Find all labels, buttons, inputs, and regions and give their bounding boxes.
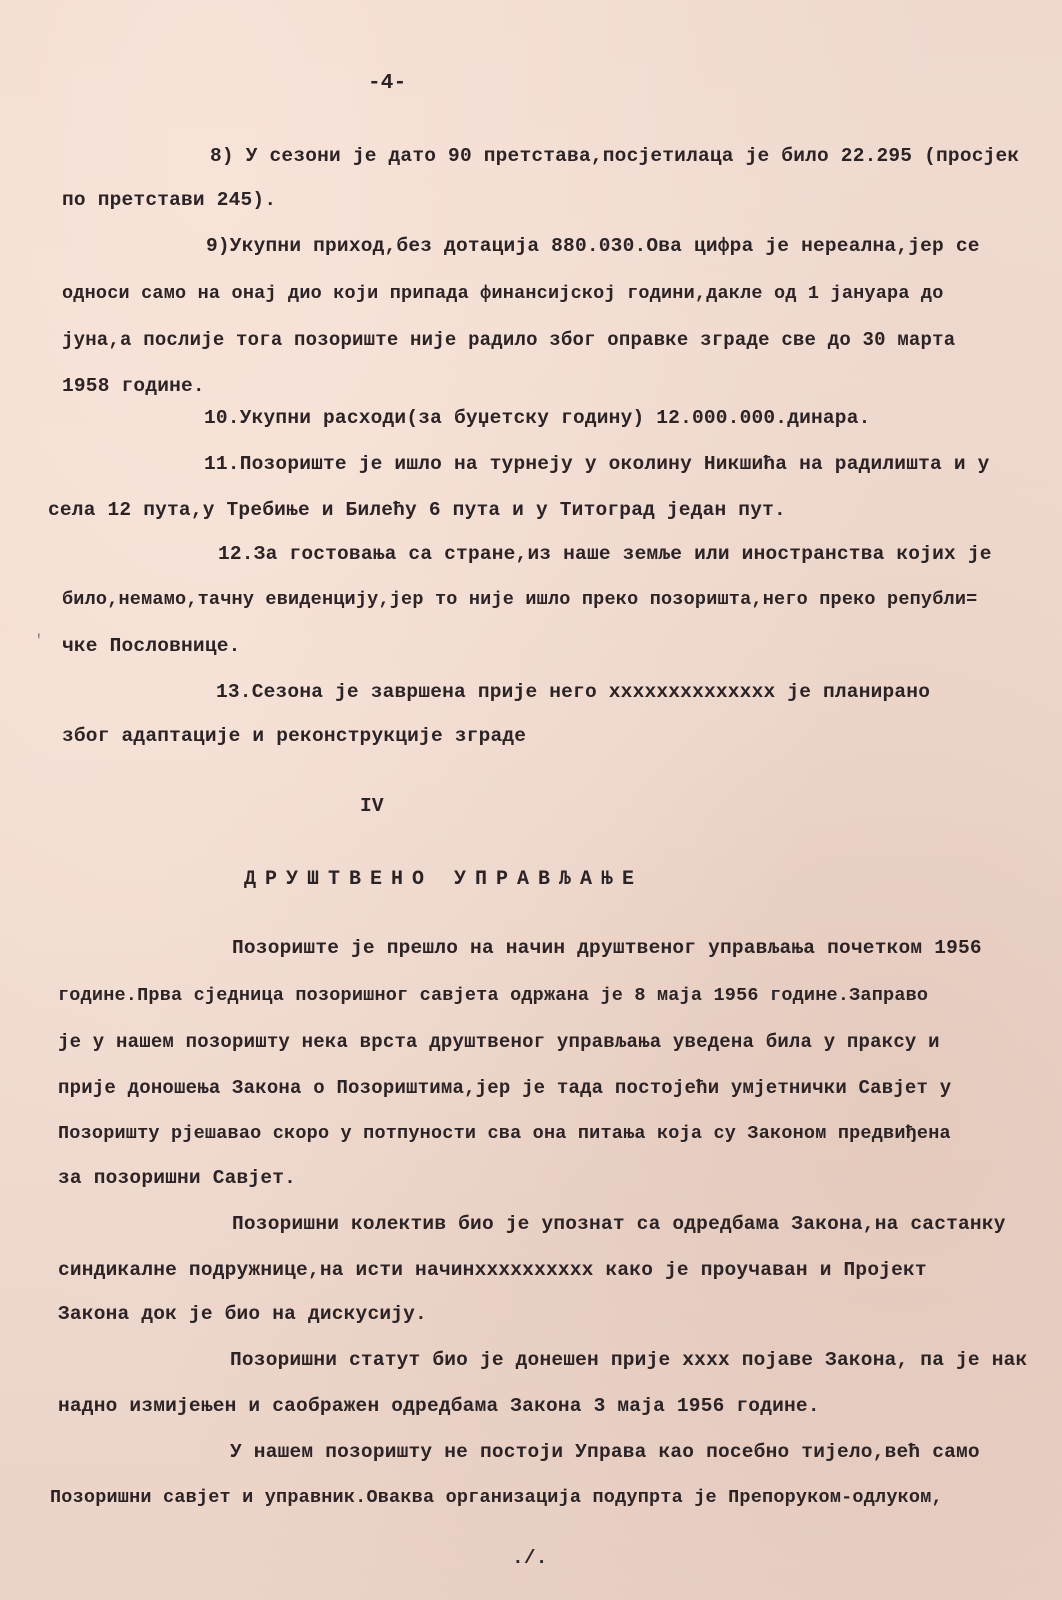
text-line: У нашем позоришту не постоји Управа као посебно тијело,већ само [230,1441,980,1463]
text-line: Позоришни статут био је донешен прије хххх појаве Закона, па је нак [230,1349,1028,1371]
section-number: IV [360,795,384,817]
text-line: године.Прва сједница позоришног савјета одржана је 8 маја 1956 године.Заправо [58,985,929,1006]
text-line: синдикалне подружнице,на исти начинхххххххххх како је проучаван и Пројект [58,1259,927,1281]
text-line: 8) У сезони је дато 90 претстава,посјетилаца је било 22.295 (просјек [210,145,1020,167]
text-line: било,немамо,тачну евиденцију,јер то није ишло преко позоришта,него преко републи= [62,589,978,610]
text-line: 12.За гостовања са стране,из наше земље или иностранства којих је [218,543,992,565]
text-line: по претстави 245). [62,189,277,211]
margin-mark: ' [34,632,44,650]
text-line: односи само на онај дио који припада финансијској години,дакле од 1 јануара до [62,283,944,304]
text-line: Позориште је прешло на начин друштвеног управљања почетком 1956 [232,937,982,959]
text-line: прије доношења Закона о Позориштима,јер је тада постојећи умјетнички Савјет у [58,1077,952,1099]
text-line: 10.Укупни расходи(за буџетску годину) 12.000.000.динара. [204,407,871,429]
text-line: Позоришни савјет и управник.Оваква организација подупрта је Препоруком-одлуком, [50,1487,943,1508]
continuation-mark: ./. [512,1547,548,1569]
text-line: због адаптације и реконструкције зграде [62,725,527,747]
text-line: 9)Укупни приход,без дотација 880.030.Ова цифра је нереална,јер се [206,235,980,257]
text-line: Позоришни колектив био је упознат са одредбама Закона,на састанку [232,1213,1006,1235]
text-line: Закона док је био на дискусију. [58,1303,427,1325]
text-line: чке Пословнице. [62,635,241,657]
text-line: надно измијењен и саображен одредбама Закона 3 маја 1956 године. [58,1395,820,1417]
section-heading: ДРУШТВЕНО УПРАВЉАЊЕ [244,868,644,891]
text-line: 11.Позориште је ишло на турнеју у околину Никшића на радилишта и у [204,453,990,475]
text-line: јуна,а послије тога позориште није радило због оправке зграде све до 30 марта [62,329,956,351]
text-line: је у нашем позоришту нека врста друштвеног управљања уведена била у праксу и [58,1031,940,1053]
text-line: села 12 пута,у Требиње и Билећу 6 пута и у Титоград један пут. [48,499,786,521]
page-number: -4- [368,72,407,95]
text-line: 1958 године. [62,375,205,397]
text-line: 13.Сезона је завршена прије него хххххххххххххх је планирано [216,681,931,703]
text-line: Позоришту рјешавао скоро у потпуности сва она питања која су Законом предвиђена [58,1123,951,1144]
text-line: за позоришни Савјет. [58,1167,297,1189]
